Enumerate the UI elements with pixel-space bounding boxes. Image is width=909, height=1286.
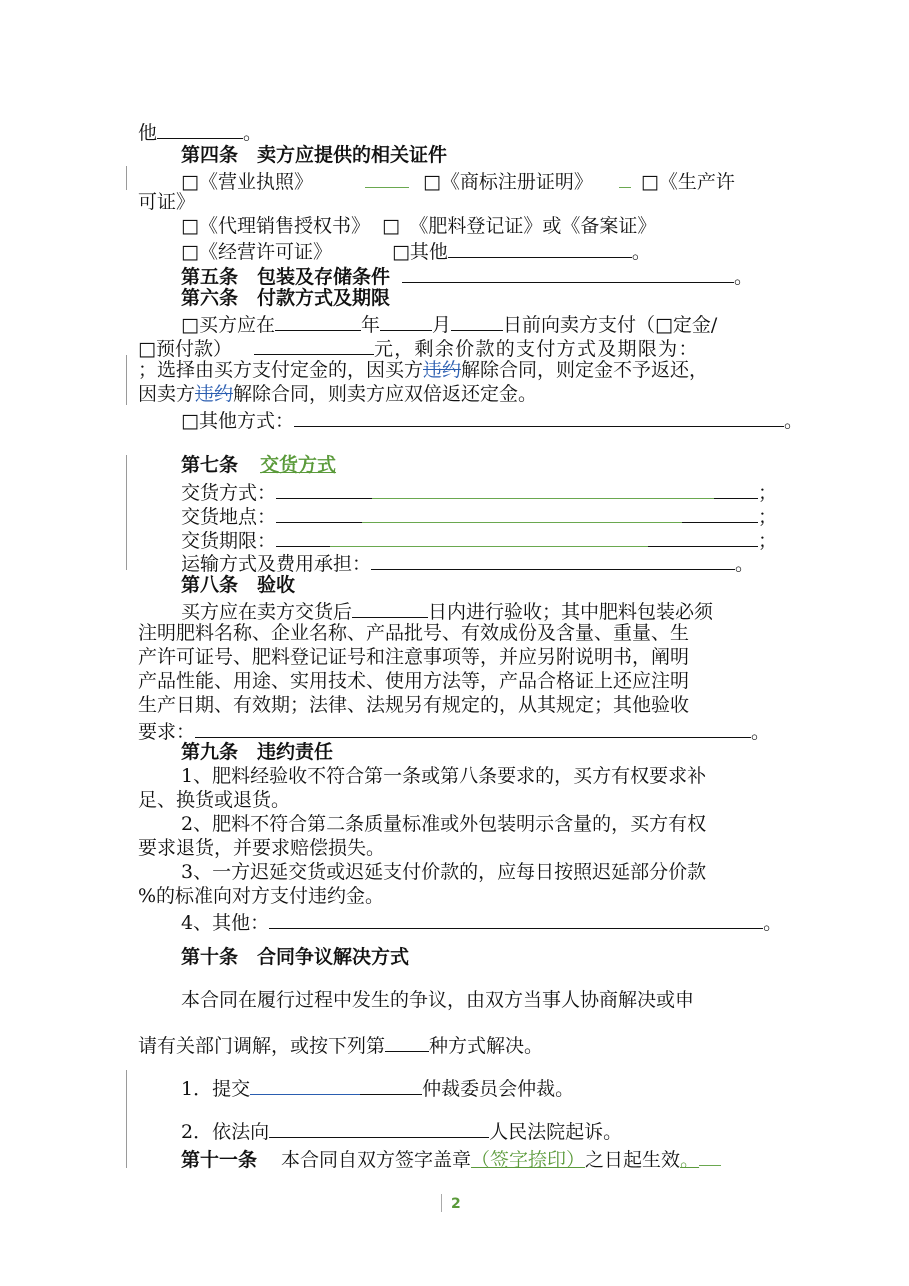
page-number-divider — [441, 1194, 442, 1212]
section-4-title: 第四条 卖方应提供的相关证件 — [181, 144, 448, 166]
text-line: 1、肥料经验收不符合第一条或第八条要求的，买方有权要求补 — [181, 765, 707, 787]
text-line: 买方应在卖方交货后 日内进行验收；其中肥料包装必须 — [181, 597, 713, 621]
section-11-title: 第十一条 — [181, 1149, 258, 1171]
text-line: 交货期限： ； — [181, 526, 777, 550]
text-line: □《经营许可证》 □其他 。 — [181, 237, 651, 261]
text-line: □《营业执照》 □《商标注册证明》 □《生产许 — [181, 167, 735, 191]
text-line: 运输方式及费用承担： 。 — [181, 549, 754, 573]
text-line: 可证》 — [138, 191, 196, 213]
text-line: 产品性能、用途、实用技术、使用方法等，产品合格证上还应注明 — [138, 670, 690, 692]
text-line: 2．依法向 人民法院起诉。 — [181, 1117, 622, 1141]
text-line: □买方应在 年 月 日前向卖方支付（□定金/ — [181, 310, 717, 334]
text-line: 生产日期、有效期；法律、法规另有规定的，从其规定；其他验收 — [138, 694, 690, 716]
text-line: 4、其他： 。 — [181, 908, 782, 932]
section-7-title: 第七条 交货方式 — [181, 454, 337, 476]
text-line: □其他方式： 。 — [181, 406, 803, 430]
text-line: 产许可证号、肥料登记证号和注意事项等，并应另附说明书，阐明 — [138, 646, 690, 668]
section-9-title: 第九条 违约责任 — [181, 741, 334, 763]
text-line: 第五条 包装及存储条件 。 — [181, 262, 753, 286]
text-line: 2、肥料不符合第二条质量标准或外包装明示含量的，买方有权 — [181, 813, 707, 835]
page-number: 2 — [451, 1196, 461, 1212]
revision-bar — [126, 455, 127, 570]
section-10-title: 第十条 合同争议解决方式 — [181, 946, 410, 968]
text-line: %的标准向对方支付违约金。 — [138, 885, 385, 907]
text-line: 1．提交 仲裁委员会仲裁。 — [181, 1074, 574, 1098]
section-8-title: 第八条 验收 — [181, 574, 296, 596]
revision-bar — [126, 355, 127, 405]
text-line: 因卖方违约解除合同，则卖方应双倍返还定金。 — [138, 383, 538, 405]
text-line: 本合同在履行过程中发生的争议，由双方当事人协商解决或申 — [181, 989, 695, 1011]
text-line: 足、换货或退货。 — [138, 789, 291, 811]
revision-bar — [126, 166, 127, 190]
text-line: 要求： 。 — [138, 717, 770, 741]
revision-bar — [126, 1070, 127, 1168]
section-6-title: 第六条 付款方式及期限 — [181, 287, 391, 309]
text-line: 3、一方迟延交货或迟延支付价款的，应每日按照迟延部分价款 — [181, 861, 707, 883]
text-line: 交货地点： ； — [181, 502, 777, 526]
text-line: 第十一条 本合同自双方签字盖章（签字捺印）之日起生效。 — [181, 1145, 721, 1169]
text-line: 他 。 — [138, 118, 262, 142]
text-line: 要求退货，并要求赔偿损失。 — [138, 837, 386, 859]
text-line: 交货方式： ； — [181, 478, 777, 502]
text-line: □《代理销售授权书》 □ 《肥料登记证》或《备案证》 — [181, 215, 657, 237]
section-5-title: 第五条 包装及存储条件 — [181, 266, 391, 288]
text-line: 注明肥料名称、企业名称、产品批号、有效成份及含量、重量、生 — [138, 622, 690, 644]
text-line: 请有关部门调解，或按下列第 种方式解决。 — [138, 1031, 543, 1055]
text-line: ；选择由买方支付定金的，因买方违约解除合同，则定金不予返还， — [138, 359, 709, 381]
text-line: □预付款） 元，剩余价款的支付方式及期限为： — [138, 334, 699, 358]
